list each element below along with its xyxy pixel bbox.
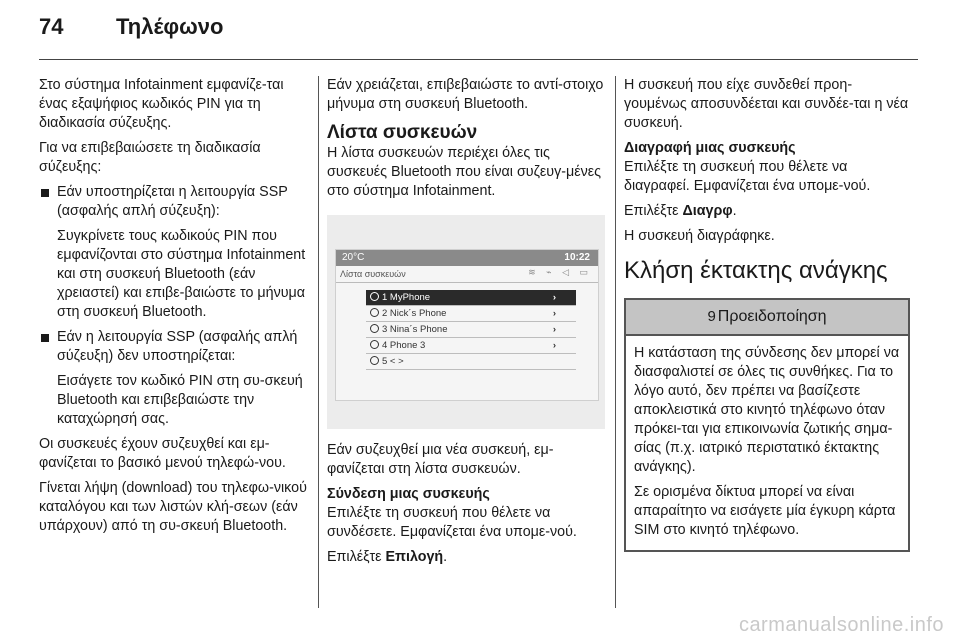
paragraph bbox=[624, 202, 910, 221]
device-name: 4 Phone 3 bbox=[382, 340, 426, 351]
status-icons: ≋ ⌁ ◁ ▭ bbox=[528, 267, 592, 277]
warning-title: Προειδοποίηση bbox=[717, 308, 827, 325]
infotainment-screen bbox=[335, 249, 599, 401]
device-row[interactable] bbox=[366, 290, 576, 306]
temperature-readout: 20°C bbox=[342, 252, 365, 263]
subheading-connect-device: Σύνδεση μιας συσκευής bbox=[327, 486, 490, 502]
radio-icon bbox=[370, 340, 379, 349]
header-rule bbox=[39, 59, 918, 60]
device-name: 1 MyPhone bbox=[382, 292, 431, 303]
paragraph: Η συσκευή που είχε συνδεθεί προη-γουμένως αποσυνδέεται και συνδέε-ται η νέα συσκευή. bbox=[624, 77, 909, 131]
section-heading-emergency-call: Κλήση έκτακτης ανάγκης bbox=[624, 257, 888, 284]
chevron-right-icon bbox=[553, 306, 556, 321]
warning-text: Σε ορισμένα δίκτυα μπορεί να είναι απαραίτητο να εισάγετε μία έγκυρη κάρτα SIM στο κινητό τηλέφωνο. bbox=[634, 484, 896, 538]
screen-title-label: Λίστα συσκευών bbox=[340, 269, 406, 279]
bullet-item: Εάν η λειτουργία SSP (ασφαλής απλή σύζευξη) δεν υποστηρίζεται: bbox=[39, 328, 309, 366]
subheading-delete-device: Διαγραφή μιας συσκευής bbox=[624, 140, 796, 156]
paragraph: Οι συσκευές έχουν συζευχθεί και εμ-φανίζεται το βασικό μενού τηλεφώ-νου. bbox=[39, 436, 286, 471]
warning-box bbox=[624, 298, 910, 552]
column-1 bbox=[39, 76, 309, 542]
column-2 bbox=[327, 76, 607, 573]
chevron-right-icon bbox=[553, 338, 556, 353]
device-row[interactable] bbox=[366, 306, 576, 322]
paragraph: Η λίστα συσκευών περιέχει όλες τις συσκευές Bluetooth που είναι συζευγ-μένες στο σύστημα Infotainment. bbox=[327, 145, 602, 199]
device-row[interactable] bbox=[366, 338, 576, 354]
bullet-item: Εάν υποστηρίζεται η λειτουργία SSP (ασφαλής απλή σύζευξη): bbox=[39, 183, 309, 221]
column-3 bbox=[624, 76, 910, 552]
paragraph: Επιλέξτε τη συσκευή που θέλετε να συνδέσετε. Εμφανίζεται ένα υπομε-νού. bbox=[327, 505, 577, 540]
infotainment-screenshot bbox=[327, 215, 605, 429]
warning-icon: 9 bbox=[707, 308, 716, 325]
menu-term: Επιλογή bbox=[385, 549, 444, 565]
clock-readout: 10:22 bbox=[564, 252, 590, 263]
device-list bbox=[366, 290, 576, 370]
chevron-right-icon bbox=[553, 290, 556, 305]
warning-header bbox=[626, 300, 908, 336]
screen-status-bar bbox=[336, 250, 598, 266]
paragraph: Η συσκευή διαγράφηκε. bbox=[624, 228, 775, 244]
radio-icon bbox=[370, 292, 379, 301]
text: Επιλέξτε bbox=[327, 549, 386, 565]
bullet-detail: Εισάγετε τον κωδικό PIN στη συ-σκευή Bluetooth και επιβεβαιώστε την καταχώρησή σας. bbox=[57, 373, 303, 427]
device-name: 5 < > bbox=[382, 356, 404, 367]
text: Επιλέξτε bbox=[624, 203, 683, 219]
paragraph: Εάν χρειάζεται, επιβεβαιώστε το αντί-στοιχο μήνυμα στη συσκευή Bluetooth. bbox=[327, 77, 604, 112]
screen-title bbox=[336, 266, 598, 283]
column-divider bbox=[318, 76, 319, 608]
menu-term: Διαγρφ bbox=[682, 203, 733, 219]
radio-icon bbox=[370, 308, 379, 317]
radio-icon bbox=[370, 356, 379, 365]
paragraph bbox=[327, 548, 607, 567]
device-row[interactable] bbox=[366, 354, 576, 370]
section-heading-device-list: Λίστα συσκευών bbox=[327, 122, 478, 143]
device-name: 3 Nina´s Phone bbox=[382, 324, 448, 335]
warning-body bbox=[626, 336, 908, 550]
page-header bbox=[0, 0, 960, 60]
bullet-detail: Συγκρίνετε τους κωδικούς PIN που εμφανίζονται στο σύστημα Infotainment και στη συσκευή Bluetooth (εάν χρειαστεί) και επιβε-βαιώστε το μήνυμα στη συσκευή Bluetooth. bbox=[57, 228, 306, 320]
chapter-title: Τηλέφωνο bbox=[116, 14, 224, 39]
radio-icon bbox=[370, 324, 379, 333]
page-number: 74 bbox=[39, 14, 64, 39]
watermark: carmanualsonline.info bbox=[738, 614, 944, 636]
text: . bbox=[443, 549, 448, 565]
column-divider bbox=[615, 76, 616, 608]
paragraph: Επιλέξτε τη συσκευή που θέλετε να διαγραφεί. Εμφανίζεται ένα υπομε-νού. bbox=[624, 159, 871, 194]
warning-text: Η κατάσταση της σύνδεσης δεν μπορεί να διασφαλιστεί σε όλες τις συνθήκες. Για το λόγο αυτό, δεν πρέπει να βασίζεστε αποκλειστικά στο κινητό τηλέφωνο όταν πρόκει-ται για επικοινωνία ζωτικής σημα-σίας (π.χ. ιατρικό περιστατικό έκτακτης ανάγκης). bbox=[634, 345, 900, 475]
device-name: 2 Nick´s Phone bbox=[382, 308, 447, 319]
device-row[interactable] bbox=[366, 322, 576, 338]
text: . bbox=[732, 203, 737, 219]
paragraph: Για να επιβεβαιώσετε τη διαδικασία σύζευξης: bbox=[39, 140, 261, 175]
chevron-right-icon bbox=[553, 322, 556, 337]
paragraph: Γίνεται λήψη (download) του τηλεφω-νικού καταλόγου και των λιστών κλή-σεων (εάν υπάρχουν) από τη συ-σκευή Bluetooth. bbox=[39, 480, 307, 534]
paragraph: Εάν συζευχθεί μια νέα συσκευή, εμ-φανίζεται στη λίστα συσκευών. bbox=[327, 442, 554, 477]
paragraph: Στο σύστημα Infotainment εμφανίζε-ται ένας εξαψήφιος κωδικός PIN για τη διαδικασία σύζευξης. bbox=[39, 77, 284, 131]
